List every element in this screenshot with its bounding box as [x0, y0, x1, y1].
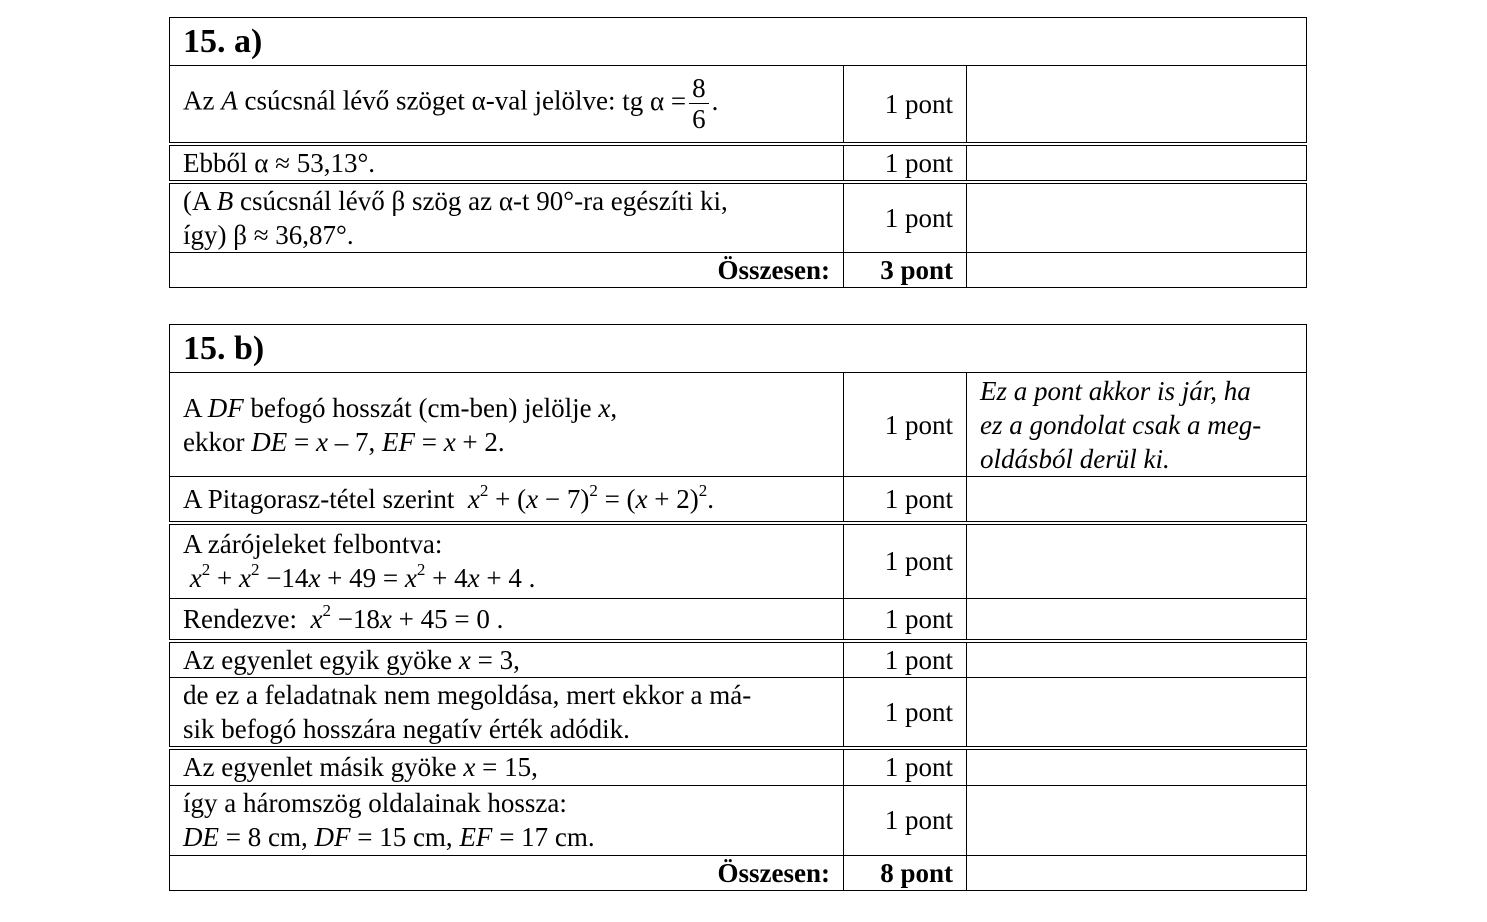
points-cell: 1 pont — [844, 599, 967, 641]
total-label: Összesen: — [170, 855, 844, 890]
points-cell: 1 pont — [844, 373, 967, 477]
note-cell — [967, 641, 1307, 678]
solution-step: Az egyenlet másik gyöke x = 15, — [170, 748, 844, 785]
quadratic-equation: $x^2 -18x + 45 = 0$ . — [310, 600, 504, 634]
note-cell — [967, 144, 1307, 182]
points-cell: 1 pont — [844, 785, 967, 855]
note-cell — [967, 748, 1307, 785]
solution-step: A Pitagorasz-tétel szerint $x^2 + (x - 7)^2 = (x + 2)^2$. — [170, 477, 844, 523]
table-row — [170, 641, 1307, 678]
fraction: $\frac{8}{6}$ — [689, 73, 709, 134]
part-title: 15. a) — [170, 18, 1307, 66]
table-row — [170, 373, 1307, 477]
pythagoras-equation: $x^2 + (x - 7)^2 = (x + 2)^2$. — [467, 480, 714, 514]
points-cell: 1 pont — [844, 66, 967, 144]
total-points: 8 pont — [844, 855, 967, 890]
part-title: 15. b) — [170, 325, 1307, 373]
table-row — [170, 144, 1307, 182]
note-cell — [967, 66, 1307, 144]
total-row — [170, 855, 1307, 890]
solution-step: Rendezve: $x^2 -18x + 45 = 0$ . — [170, 599, 844, 641]
solution-step: Ebből α ≈ 53,13°. — [170, 144, 844, 182]
table-row — [170, 678, 1307, 749]
note-cell — [967, 785, 1307, 855]
note-cell — [967, 252, 1307, 287]
note-cell — [967, 477, 1307, 523]
solution-step: (A B csúcsnál lévő β szög az α-t 90°-ra egészíti ki, így) β ≈ 36,87°. — [170, 182, 844, 253]
table-row — [170, 66, 1307, 144]
table-header-row — [170, 18, 1307, 66]
points-cell: 1 pont — [844, 523, 967, 599]
table-row — [170, 523, 1307, 599]
note-cell — [967, 599, 1307, 641]
total-points: 3 pont — [844, 252, 967, 287]
total-row — [170, 252, 1307, 287]
note-cell — [967, 855, 1307, 890]
expanded-equation: $x^2 + x^2 -14x + 49 = x^2 + 4x + 4$ . — [189, 560, 536, 594]
table-header-row — [170, 325, 1307, 373]
note-cell: Ez a pont akkor is jár, ha ez a gondolat csak a meg- oldásból derül ki. — [967, 373, 1307, 477]
scoring-table-15b — [169, 324, 1307, 891]
total-label: Összesen: — [170, 252, 844, 287]
points-cell: 1 pont — [844, 477, 967, 523]
table-row — [170, 599, 1307, 641]
points-cell: 1 pont — [844, 678, 967, 749]
note-cell — [967, 523, 1307, 599]
note-cell — [967, 678, 1307, 749]
solution-step: Az egyenlet egyik gyöke x = 3, — [170, 641, 844, 678]
table-row — [170, 182, 1307, 253]
solution-step: de ez a feladatnak nem megoldása, mert ekkor a má- sik befogó hosszára negatív érték adódik. — [170, 678, 844, 749]
note-cell — [967, 182, 1307, 253]
tangent-formula: tg α = $\frac{8}{6}$ . — [622, 73, 719, 135]
points-cell: 1 pont — [844, 182, 967, 253]
solution-step: A DF befogó hosszát (cm-ben) jelölje x, ekkor DE = x – 7, EF = x + 2. — [170, 373, 844, 477]
table-row — [170, 748, 1307, 785]
points-cell: 1 pont — [844, 748, 967, 785]
solution-step: A zárójeleket felbontva: $x^2 + x^2 -14x + 49 = x^2 + 4x + 4$ . — [170, 523, 844, 599]
table-row — [170, 785, 1307, 855]
points-cell: 1 pont — [844, 641, 967, 678]
solution-step: így a háromszög oldalainak hossza: DE = 8 cm, DF = 15 cm, EF = 17 cm. — [170, 785, 844, 855]
scoring-table-15a — [169, 17, 1307, 288]
points-cell: 1 pont — [844, 144, 967, 182]
solution-step: Az A csúcsnál lévő szöget α-val jelölve: tg α = $\frac{8}{6}$ . — [170, 66, 844, 144]
table-row — [170, 477, 1307, 523]
